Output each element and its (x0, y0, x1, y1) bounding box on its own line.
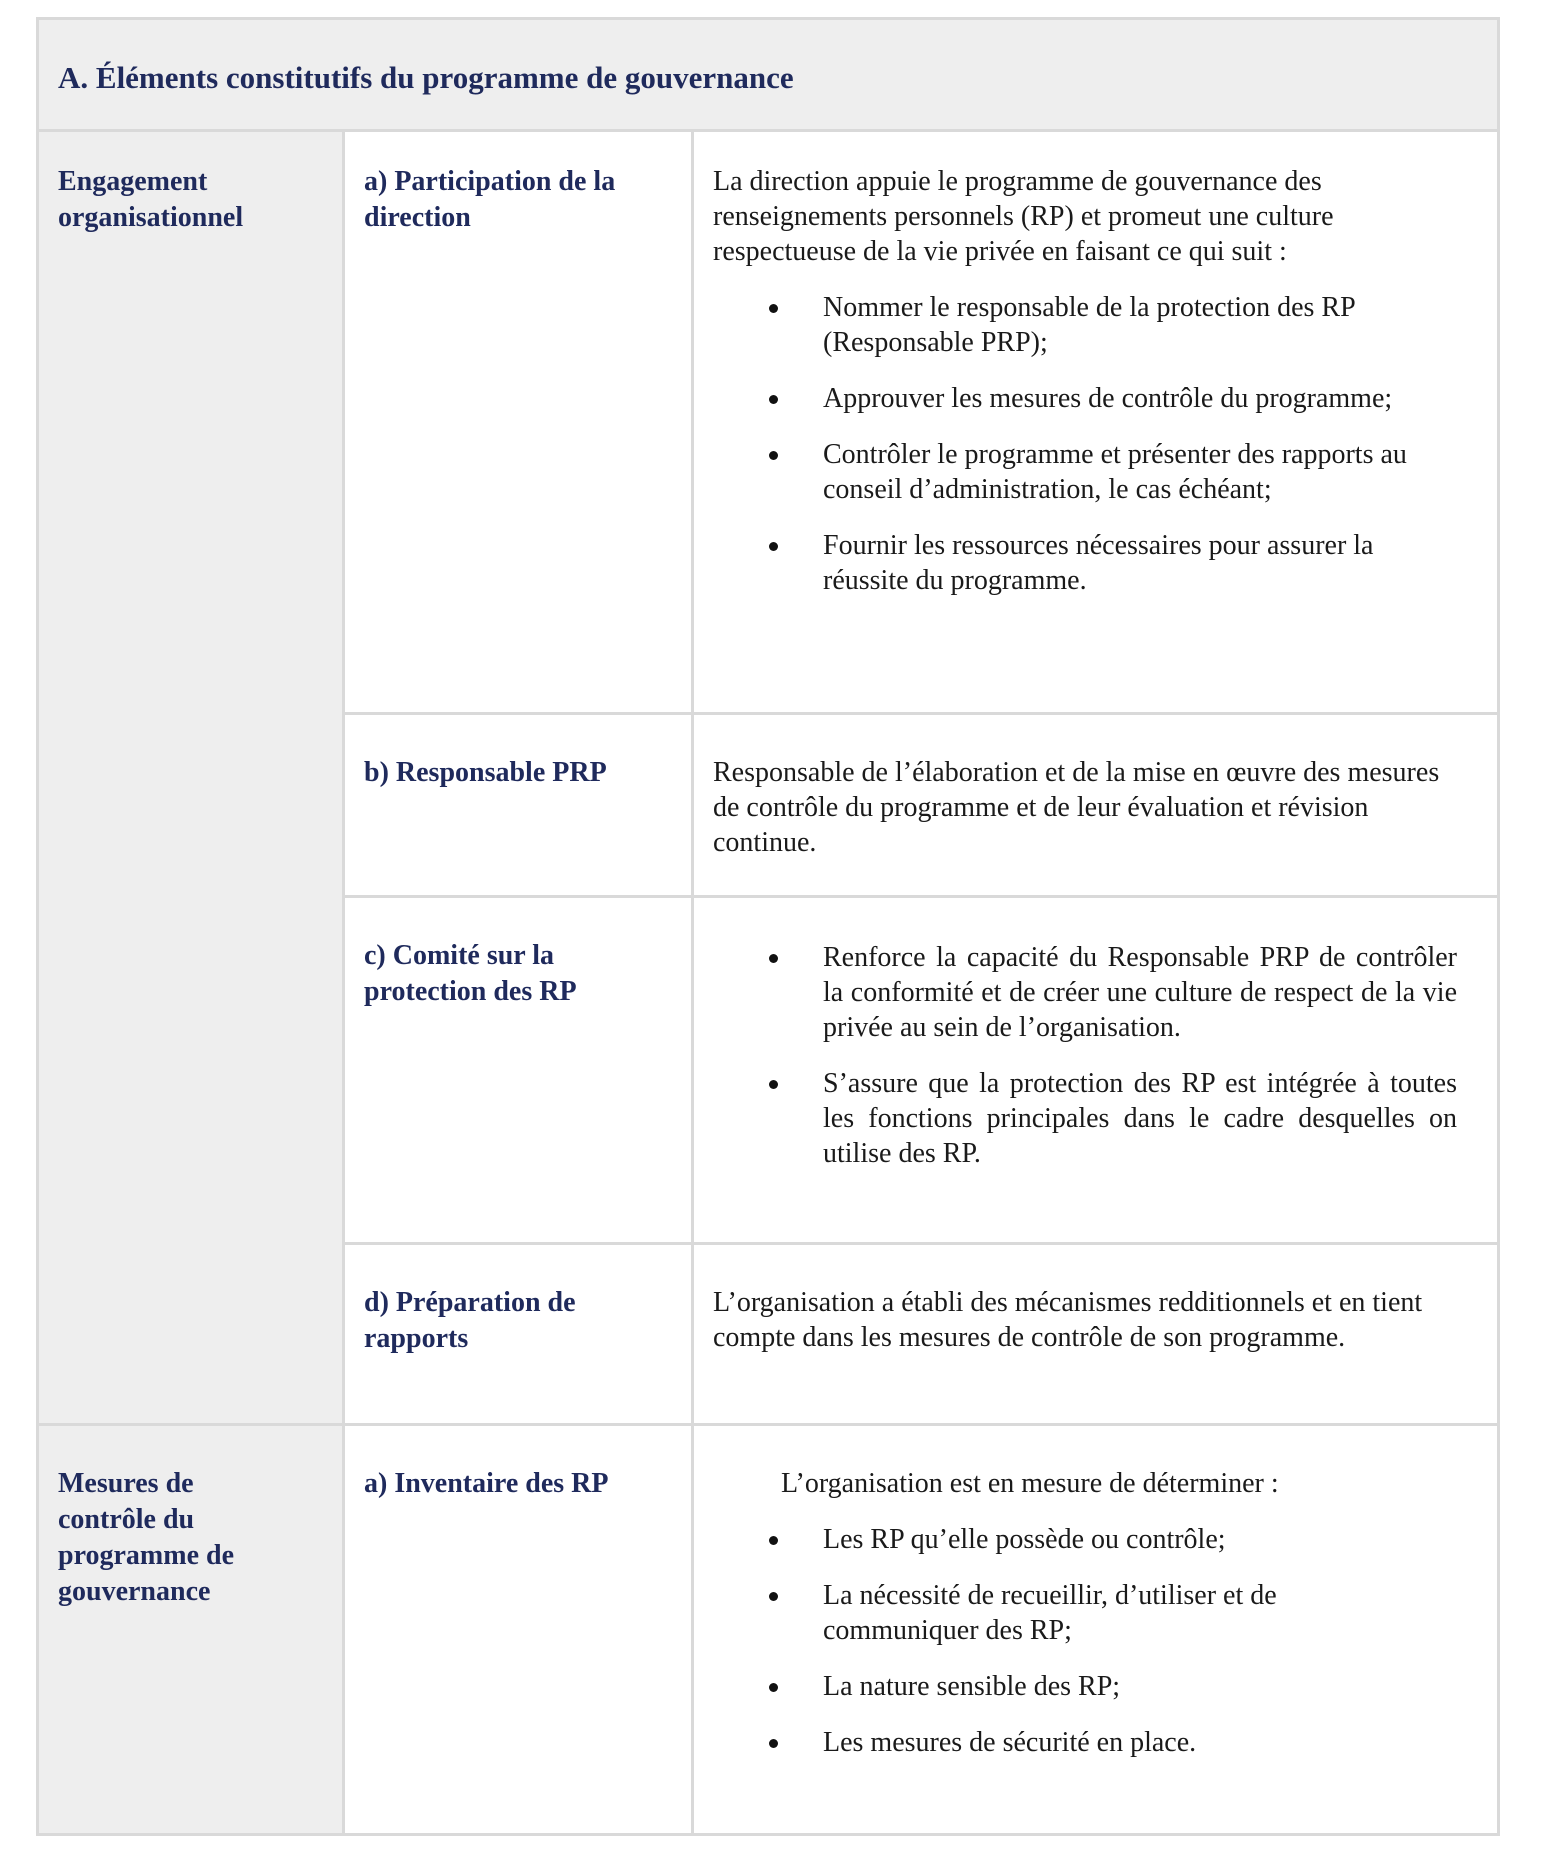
list-item: Approuver les mesures de contrôle du programme; (823, 381, 1433, 416)
bullet-list (823, 940, 1457, 1192)
bullet-icon (769, 1739, 778, 1748)
description-cell-comite (694, 898, 1497, 1245)
subitem-cell-inventaire (345, 1426, 694, 1833)
bullet-icon (769, 1536, 778, 1545)
subitem-cell-comite (345, 898, 694, 1245)
subitem-label: a) Inventaire des RP (364, 1468, 609, 1499)
description-cell-participation (694, 132, 1497, 715)
description-text: Responsable de l’élaboration et de la mise en œuvre des mesures de contrôle du programme et de leur évaluation et révision continue. (713, 757, 1440, 858)
subitem-label: b) Responsable PRP (364, 757, 607, 788)
list-item: S’assure que la protection des RP est intégrée à toutes les fonctions principales dans le cadre desquelles on utilise des RP. (823, 1066, 1457, 1171)
subitem-cell-participation (345, 132, 694, 715)
bullet-icon (769, 954, 778, 963)
description-intro: L’organisation est en mesure de déterminer : (781, 1468, 1279, 1499)
category-label: Mesures de contrôle du programme de gouvernance (58, 1468, 234, 1607)
bullet-icon (769, 1683, 778, 1692)
bullet-list (823, 290, 1433, 619)
subitem-label: d) Préparation de rapports (364, 1287, 576, 1354)
list-item: La nature sensible des RP; (823, 1669, 1423, 1704)
list-item: Renforce la capacité du Responsable PRP de contrôler la conformité et de créer une culture de respect de la vie privée au sein de l’organisation. (823, 940, 1457, 1045)
category-cell-engagement (39, 132, 345, 1426)
subitem-cell-rapports (345, 1245, 694, 1426)
list-item: Nommer le responsable de la protection des RP (Responsable PRP); (823, 290, 1433, 360)
bullet-icon (769, 1080, 778, 1089)
list-item: La nécessité de recueillir, d’utiliser et de communiquer des RP; (823, 1578, 1423, 1648)
bullet-icon (769, 451, 778, 460)
list-item: Fournir les ressources nécessaires pour assurer la réussite du programme. (823, 528, 1433, 598)
description-cell-responsable (694, 715, 1497, 898)
category-cell-mesures (39, 1426, 345, 1833)
bullet-icon (769, 395, 778, 404)
description-cell-rapports (694, 1245, 1497, 1426)
subitem-cell-responsable (345, 715, 694, 898)
description-cell-inventaire (694, 1426, 1497, 1833)
table-title: A. Éléments constitutifs du programme de gouvernance (58, 60, 794, 95)
subitem-label: c) Comité sur la protection des RP (364, 940, 577, 1007)
bullet-list (823, 1522, 1423, 1781)
bullet-icon (769, 1592, 778, 1601)
list-item: Les mesures de sécurité en place. (823, 1725, 1423, 1760)
description-text: L’organisation a établi des mécanismes redditionnels et en tient compte dans les mesures de contrôle de son programme. (713, 1287, 1423, 1353)
list-item: Contrôler le programme et présenter des rapports au conseil d’administration, le cas échéant; (823, 437, 1433, 507)
category-label: Engagement organisationnel (58, 166, 244, 233)
governance-table (36, 17, 1500, 1836)
bullet-icon (769, 542, 778, 551)
bullet-icon (769, 304, 778, 313)
subitem-label: a) Participation de la direction (364, 166, 616, 233)
list-item: Les RP qu’elle possède ou contrôle; (823, 1522, 1423, 1557)
description-intro: La direction appuie le programme de gouvernance des renseignements personnels (RP) et promeut une culture respectueuse de la vie privée en faisant ce qui suit : (713, 166, 1334, 267)
table-header (39, 20, 1497, 132)
